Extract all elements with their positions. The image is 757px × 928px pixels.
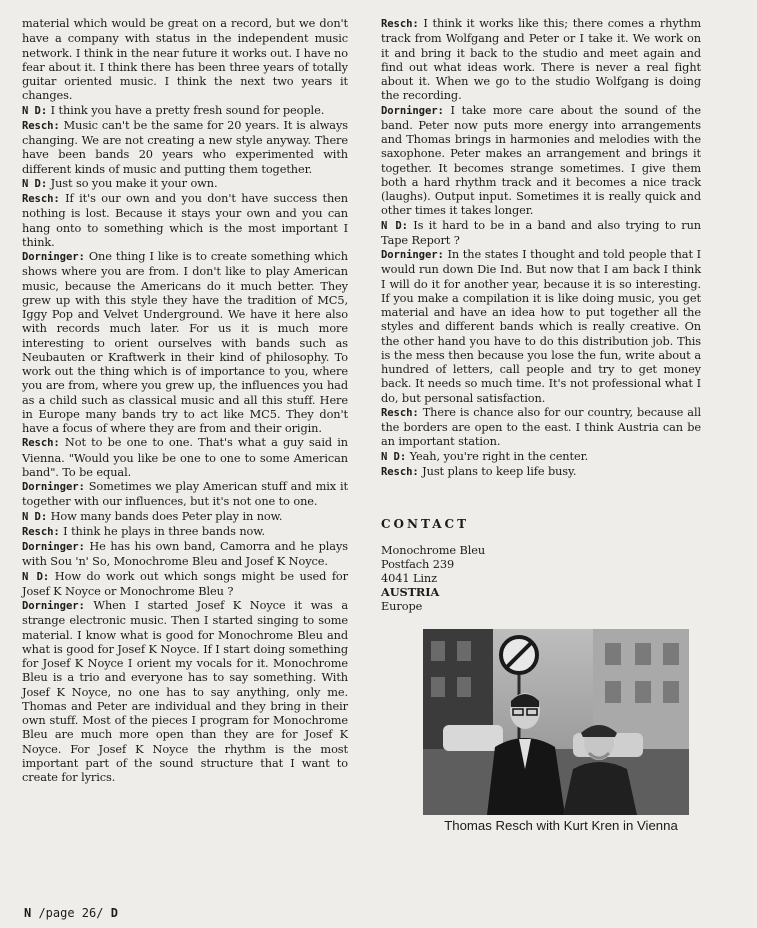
paragraph-text: Just so you make it your own. xyxy=(47,175,218,190)
paragraph xyxy=(22,569,348,599)
speaker-label: Dorninger: xyxy=(22,251,85,263)
right-text-column xyxy=(381,16,701,613)
footer-right: D xyxy=(110,906,118,920)
speaker-label: Resch: xyxy=(381,465,419,478)
paragraph xyxy=(381,103,701,218)
paragraph xyxy=(22,435,348,479)
speaker-label: Resch: xyxy=(22,119,60,132)
speaker-label: Resch: xyxy=(381,18,419,30)
address-line: 4041 Linz xyxy=(381,571,438,586)
speaker-label: Dorninger: xyxy=(22,481,85,493)
speaker-label: Dorninger: xyxy=(22,600,85,612)
photo-caption: Thomas Resch with Kurt Kren in Vienna xyxy=(444,818,678,833)
speaker-label: N D: xyxy=(381,450,407,463)
paragraph xyxy=(381,16,701,103)
paragraph xyxy=(22,103,348,118)
paragraph-text: Sometimes we play American stuff and mix it together with our influences, but it's not one to one. xyxy=(22,479,348,509)
paragraph xyxy=(381,218,701,248)
speaker-label: Resch: xyxy=(22,437,60,450)
speaker-label: Resch: xyxy=(22,193,60,205)
paragraph-text: Is it hard to be in a band and also trying to run Tape Report ? xyxy=(381,217,701,247)
contact-heading: CONTACT xyxy=(381,517,470,531)
address-region: Europe xyxy=(381,599,423,614)
left-text-column xyxy=(22,16,348,784)
band-photo xyxy=(423,629,689,815)
paragraph-text: How do work out which songs might be used for Josef K Noyce or Monochrome Bleu ? xyxy=(22,568,348,598)
paragraph xyxy=(22,598,348,784)
paragraph-text: material which would be great on a record, but we don't have a company with status in the independent music network. I think in the near future it works out. I have no fear about it. I think there has been three years of totally guitar oriented music. I think the next two years it changes. xyxy=(22,16,348,103)
paragraph-text: Just plans to keep life busy. xyxy=(418,463,577,478)
address-line: Postfach 239 xyxy=(381,557,455,572)
paragraph-text: How many bands does Peter play in now. xyxy=(47,508,283,523)
speaker-label: N D: xyxy=(22,104,48,117)
page-footer xyxy=(24,906,118,920)
paragraph xyxy=(22,191,348,249)
address-country: AUSTRIA xyxy=(381,585,440,600)
paragraph xyxy=(22,118,348,176)
paragraph-text: One thing I like is to create something which shows where you are from. I don't like to play American music, because the Americans do it much better. They grew up with this style they have the tradition of MC5, Iggy Pop and Velvet Underground. We have it here also with records much later. For us it is much more interesting to orient ourselves with bands such as Neubauten or Kraftwerk in their kind of philosophy. To work out the thing which is of importance to you, where you are from, where you grew up, the influences you had as a child such as classical music and all this stuff. Here in Europe many bands try to act like MC5. They don't have a focus of where they are from and their origin. xyxy=(22,249,348,435)
paragraph xyxy=(381,464,701,479)
paragraph-text: If it's our own and you don't have success then nothing is lost. Because it stays your own and you can hang onto to something which is the most important I think. xyxy=(22,191,348,249)
speaker-label: Dorninger: xyxy=(381,104,444,117)
paragraph-text: Music can't be the same for 20 years. It is always changing. We are not creating a new style anyway. There have been bands 20 years who experimented with different kinds of music and putting them together. xyxy=(22,117,348,176)
paragraph-text: When I started Josef K Noyce it was a strange electronic music. Then I started singing to some material. I know what is good for Monochrome Bleu and what is good for Josef K Noyce. If I start doing something for Josef K Noyce I orient my vocals for it. Monochrome Bleu is a trio and everyone has to say something. With Josef K Noyce, no one has to say anything, only me. Thomas and Peter are individual and they bring in their own stuff. Most of the pieces I program for Monochrome Bleu are much more open than they are for Josef K Noyce. For Josef K Noyce the rhythm is the most important part of the sound structure that I want to create for lyrics. xyxy=(22,598,348,784)
photo-illustration xyxy=(423,629,689,815)
speaker-label: Dorninger: xyxy=(381,249,444,261)
paragraph-text: There is chance also for our country, because all the borders are open to the east. I think Austria can be an important station. xyxy=(381,404,701,449)
speaker-label: Dorninger: xyxy=(22,541,85,553)
paragraph xyxy=(22,539,348,569)
paragraph-text: In the states I thought and told people that I would run down Die Ind. But now that I am back I think I will do it for another year, because it is so interesting. If you make a compilation it is like doing music, you get material and have an idea how to put together all the styles and different bands which is really creative. On the other hand you have to do this distribution job. This is the mess then because you lose the fun, write about a hundred of letters, call people and try to get money back. It needs so much time. It's not professional what I do, but personal satisfaction. xyxy=(381,247,701,405)
footer-left: N xyxy=(24,906,32,920)
paragraph-text: He has his own band, Camorra and he plays with Sou 'n' So, Monochrome Bleu and Josef K Noyce. xyxy=(22,539,348,569)
footer-page-number: /page 26/ xyxy=(31,906,111,920)
paragraph xyxy=(22,509,348,524)
paragraph-text: Yeah, you're right in the center. xyxy=(406,448,589,463)
paragraph xyxy=(381,247,701,405)
paragraph-text: I think he plays in three bands now. xyxy=(59,523,266,538)
paragraph xyxy=(22,249,348,435)
paragraph xyxy=(22,176,348,191)
speaker-label: N D: xyxy=(22,510,48,523)
paragraph-text: I think it works like this; there comes a rhythm track from Wolfgang and Peter or I take it. We work on it and bring it back to the studio and meet again and find out what ideas work. There is never a real fight about it. When we go to the studio Wolfgang is doing the recording. xyxy=(381,16,701,103)
speaker-label: N D: xyxy=(381,219,408,232)
contact-address xyxy=(381,543,701,613)
speaker-label: Resch: xyxy=(22,525,60,538)
paragraph xyxy=(22,479,348,509)
paragraph-text: Not to be one to one. That's what a guy said in Vienna. "Would you like be one to one to some American band". To be equal. xyxy=(22,435,348,479)
speaker-label: Resch: xyxy=(381,406,419,419)
paragraph xyxy=(22,524,348,539)
paragraph xyxy=(22,16,348,103)
speaker-label: N D: xyxy=(22,177,48,190)
paragraph xyxy=(381,405,701,449)
paragraph-text: I take more care about the sound of the band. Peter now puts more energy into arrangements and Thomas brings in harmonies and melodies with the saxophone. Peter makes an arrangement and brings it together. It becomes strange sometimes. I give them both a hard rhythm track and it becomes a nice track (laughs). Output input. Sometimes it is really quick and other times it takes longer. xyxy=(381,102,701,218)
address-line: Monochrome Bleu xyxy=(381,543,486,558)
paragraph-text: I think you have a pretty fresh sound for people. xyxy=(47,102,325,117)
paragraph xyxy=(381,449,701,464)
speaker-label: N D: xyxy=(22,570,50,583)
